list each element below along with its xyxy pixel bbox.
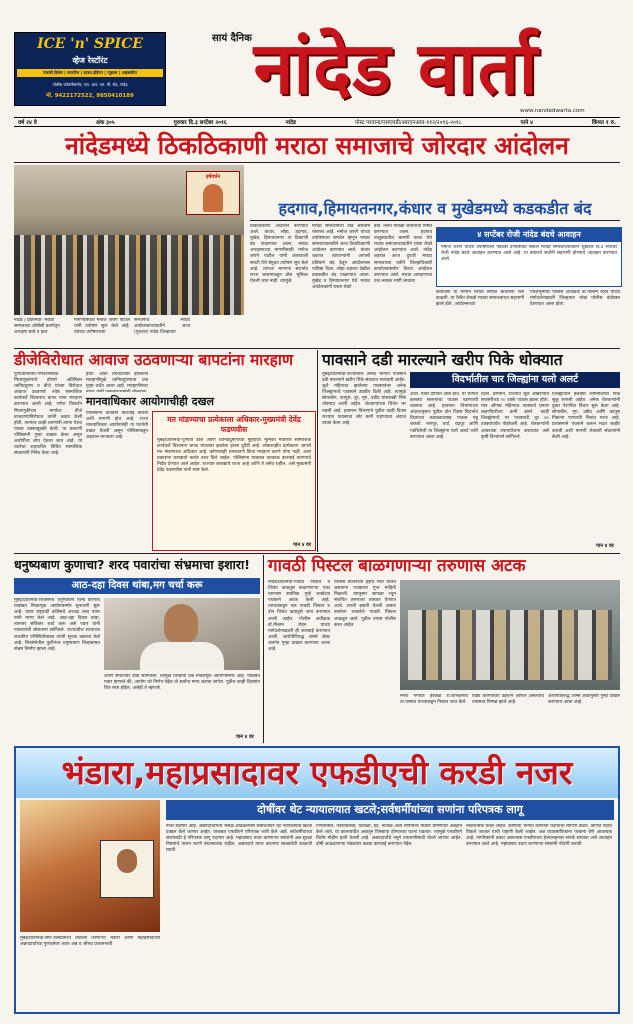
bandh-box-text: मनोज जरांगे यांच्या उपोषणाला पाठिंबा देण्यासाठी सकल मराठा समाजाच्यावतीने शुक्रवार दि.४ सप्टेंबर रोजी नांदेड बंदचे आवाहन करण्यात आले आहे. या बंदमध्ये सर्वांनी सहभागी होण्याचे आवाहन करण्यात आले. [441,245,617,263]
story5-col3: नगेश गंगाधर हरकळे रा.बाभळगाव ता.वसमत याच्याकडून पिस्टल जप्त केले. [400,694,468,706]
story1-photo [14,165,244,315]
story3-jump[interactable]: पान ४ वर [596,543,614,549]
inset-portrait [100,840,154,898]
ad-brand: ICE 'n' SPICE [37,36,143,52]
masthead-kicker: सायं दैनिक [212,33,252,44]
story5-headline[interactable]: गावठी पिस्टल बाळगणाऱ्या तरुणास अटक [268,556,526,576]
alert-col2: दिली. दरम्यान, राज्यात जुलै अखेरपर्यंत सरासरीच्या ९० टक्के पाऊस झाला होता. मात्र ऑगस्ट महिन्यात पावसाचे प्रमाण लक्षणीयरीत्या कमी झाले. काही जिल्ह्यांमध्ये तर पावसाची तूट ४० टक्क्यांपर्यंत पोहोचली आहे. शेतकऱ्यांनी आवश्यक उपाययोजना कराव्यात असे कृषी विभागाने सांगितले. [481,392,549,440]
story2-headline[interactable]: डीजेविरोधात आवाज उठवणाऱ्या बापटांना मारहाण [14,351,294,369]
portrait-body [140,642,224,670]
story1-subhead: हदगाव,हिमायतनगर,कंधार व मुखेडमध्ये कडकडीत बंद [278,199,592,218]
inset-portrait-face [117,849,137,873]
portrait-head [164,604,198,644]
dateline-city: नांदेड [285,120,296,126]
dateline-pages: पाने ४ [520,120,533,126]
story1-col2: मागण्यासाठी मनोज जरांगे पाटील यांनी उपोषण सुरू केले आहे. त्यांच्या उपोषणाच्या [74,318,130,336]
story1-col6: होते. तसेच यावेळी शासनाचा निषेध करण्यात आला. हदगाव तालुक्यातील बामणी फाटा येथे मराठा समाजाच्यावतीने रास्ता रोको आंदोलन करण्यात आले. नांदेड शहरात आज दुपारी मराठा समाजाच्या वतीने जिल्हाधिकारी कार्यालयासमोर ठिय्या आंदोलन करण्यात आले. मराठा आरक्षणाचा प्रश्न लवकर मार्गी लावावा [374,224,432,284]
masthead [0,0,633,120]
story1-col7: कार्यालय या मार्गाने मराठा समाज बांधवांनी रॅली काढली. या रॅलीत शेकडो मराठा समाजबांधव सहभागी झाले होते. आंदोलनाच्या [436,290,524,308]
story1-col8: पार्श्वभूमीवर पोलीस अधीक्षक डॉ.नीलाम रोहन यांच्या मार्गदर्शनाखाली जिल्हयात चोख पोलीस बंदोबस्त ठेवण्यात आला होता. [530,290,620,308]
ad-tagline: व्हेज रेस्टॉरंट [72,56,108,65]
ad-phones: मो. 9422172522, 9850410189 [46,93,134,99]
masthead-title: नांदेड वार्ता [253,26,539,110]
dateline-price: किंमत १ रु. [591,120,616,126]
story1-caption: नांदेड / प्रतिनिधी- मराठा समाजाला ओबीसी प्रवर्गातून आरक्षण द्यावे व इतर [14,318,60,335]
yellow-alert-head: विदर्भातील चार जिल्ह्यांना यलो अलर्ट [410,372,620,388]
ad-cuisines: पंजाबी डिशेस | चायनीज | साउथ इंडियन | न्यूडल्स | आइसक्रीम [17,69,163,77]
bandh-box-head: ४ सप्टेंबर रोजी नांदेड बंदचे आवाहन [437,228,621,242]
cm-quote-text: मुंबई/प्रतिनिधी-पुण्यात डीजे आणि ध्वनिप्रदूषणाच्या मुद्दयावर भूमिका मांडणारे सामाजिक कार्यकर्ते विश्वनाथ बापट यांच्यावर झालेला हल्ला दुर्दैवी आहे. लोकशाहीत प्रत्येकाला आपले मत मांडण्याचा अधिकार आहे. कोणालाही धमकावणे किंवा मारहाण करणे योग्य नाही. अशा प्रकारांना कायद्याने कठोर उत्तर दिले जाईल. पोलिसांना याबाबत तात्काळ कारवाई करण्याचे निर्देश देण्यात आले आहेत. राज्यात कायद्याचे राज्य आहे आणि ते तसेच राहील, असे मुख्यमंत्री देवेंद्र फडणवीस यांनी स्पष्ट केले. [157,438,311,474]
cm-quote-head: मत मांडण्याचा प्रत्येकाला अधिकार-मुख्यमंत्री देवेंद्र फडणवीस [167,415,301,434]
story6-caption: मुंबई/प्रतिनिधी-सण-उत्सवांमध्ये वाटल्या जाणाऱ्या भंडारा आणि महाप्रसादाच्या अन्नपदार्थांच्या गुणवत्तेवर आता अन्न व औषध प्रशासनाची [20,936,160,948]
story4-subhead: आठ-दहा दिवस थांबा,मग चर्चा करू [14,578,260,594]
story1-col4: ठिकठिकाणी आंदोलन करण्यात आले. कंधार, लोहा, हदगाव, मुखेड, हिमायतनगर या ठिकाणी बंद पाळण्यात आला. मराठा आरक्षणाच्या मागणीसाठी मनोज जरांगे पाटील यांनी अंतरवाली सराटी येथे बेमुदत उपोषण सुरु केले आहे. त्यांच्या मागण्या संदर्भात राज्य शासनाकडून ठोस भूमिका घेतली जात नाही. त्यामुळे [250,224,308,284]
story1-col5: मराठा समाजामध्ये तीव्र असंतोष पसरला आहे. मनोज जरांगे यांच्या उपोषणाला समर्थन म्हणून मराठा समाजाच्यावतीने आज ठिकठिकाणी आंदोलन करण्यात आले. कंधार शहरात व्यापाऱ्यांनी आपली प्रतिष्ठाने बंद ठेवून आंदोलनास पाठिंबा दिला. लोहा शहरात देखील कडकडीत बंद पाळण्यात आला. मुखेड व हिमायतनगर येथे मराठा आंदोलकांनी रास्ता रोको [312,224,370,290]
masthead-website[interactable]: www.nandedwarta.com [520,108,585,114]
story6-headline[interactable]: भंडारा,महाप्रसादावर एफडीएची करडी नजर [16,748,618,798]
rights-head: मानवाधिकार आयोगाचीही दखल [86,395,214,408]
story3-col1: मुंबई/प्रतिनिधी-राज्यातील अनेक भागात पावसाने दडी मारल्याने खरीप पिके संकटात सापडली आहेत. जुलै महिन्यात झालेल्या पावसानंतर अनेक जिल्ह्यांमध्ये पावसाने उघडीप दिली आहे. त्यामुळे सोयाबीन, कापूस, तूर, मूग, उडीद यांसारखी पिके धोक्यात आली आहेत. शेतकऱ्यांच्या चिंतेत भर पडली आहे. हवामान विभागाने पुढील काही दिवस राज्यात पावसाचा जोर कमी राहण्याचा अंदाज व्यक्त केला आहे. [322,372,406,426]
restaurant-ad[interactable] [14,32,166,106]
story5-col4: विक्री करण्याच्या उद्देशाने आणले असल्याचे तपासात निष्पन्न झाले आहे. [472,694,544,706]
bandh-box [436,227,622,287]
story3-headline[interactable]: पावसाने दडी मारल्याने खरीप पिके धोक्यात [322,351,563,369]
officers-row [408,610,612,680]
crowd-shape [14,235,244,315]
story4-col1: मुंबई/प्रतिनिधी-शिवसेनेचे धनुष्यबाण चिन्ह कोणाचे याबाबत निवडणूक आयोगासमोर सुनावणी सुरू आहे. यावर राष्ट्रवादी काँग्रेसचे अध्यक्ष शरद पवार यांनी भाष्य केले आहे. आठ-दहा दिवस थांबा, त्यानंतर सविस्तर चर्चा करू असे पवार यांनी पत्रकारांशी बोलताना सांगितले. राज्यातील सध्याच्या राजकीय परिस्थितीबाबत त्यांनी सूचक वक्तव्य केले आहे. शिवसेनेतील फुटीनंतर धनुष्यबाण चिन्हाबाबत संभ्रम निर्माण झाला आहे. [14,598,100,652]
inset-photo [186,171,240,215]
story2-col2: होता. आता त्यांच्याचवर झालेल्या मारहाणीमुळे ध्वनिप्रदूषणाचा प्रश्न पुन्हा चर्चेत आला आहे. मारहाणीनंतर [86,372,148,390]
dateline-postal: पोस्ट परवाना/एसएमडी/आरएनआय-११२/२०१६-२०१८ [354,120,462,126]
story1-col3: समर्थनार्थ मराठा आंदोलकांच्यावतीने आज (गुरुवार) नांदेड जिल्हयात [134,318,190,336]
story2-col1: पुणे/प्रतिनिधी-गणेशोत्सवात मिरवणुकांमध्ये होणारे अतिरिक्त ध्वनिप्रदूषण व डीजे यांच्या विरोधात आवाज उठवणारे ज्येष्ठ सामाजिक कार्यकर्ते विश्वनाथ बापट यांना मारहाण करण्यात आली आहे. गणेश विसर्जन मिरवणुकीच्या मार्गावर डीजे वाजवण्याविरोधात त्यांनी तक्रार केली होती. त्यानंतर काही तरुणांनी त्यांना घेराव घालत धक्काबुक्की केली. या प्रकरणी पोलिसांनी गुन्हा दाखल केला असून आरोपींचा शोध घेतला जात आहे. या घटनेचा शहरातील विविध सामाजिक संघटनांनी निषेध केला आहे. [14,372,82,457]
alert-col1: आले. यावर देण्यात आले होते. या भागात हलक्या स्वरूपाचा पाऊस पडण्याची शक्यता आहे. हवामान विभागाच्या अंदाजानुसार पुढील दोन दिवस विदर्भात विजांच्या कडकडाटासह पाऊस पडू शकतो. नागपूर, वर्धा, चंद्रपूर आणि गडचिरोली या जिल्ह्यांना यलो अलर्ट जारी करण्यात आला आहे. [410,392,478,440]
ad-address: पोलीस कॉलनीसमोर, एस. आर. एम. पी. रोड, नांदेड [52,82,128,87]
story4-col2: आणि संघटनेवर दावा सांगितला. त्यामुळे चिन्हाचा प्रश्न निवडणूक आयोगासमोर आहे. याबाबत पवार म्हणाले की, आयोग जो निर्णय घेईल तो सर्वांना मान्य करावा लागेल. पुढील काही दिवसांत चित्र स्पष्ट होईल, असेही ते म्हणाले. [104,674,260,692]
dateline-bar [14,117,620,127]
story2-jump[interactable]: पान ४ वर [293,542,311,548]
story1-headline[interactable]: नांदेडमध्ये ठिकठिकाणी मराठा समाजाचे जोरदार आंदोलन [65,131,569,160]
cm-quote-box [152,411,316,551]
prasad-photo [20,800,160,932]
story5-col2: पोलीस स्टेशनच्या हद्दीत गस्त घालत असताना पथकाला गुप्त माहिती मिळाली. त्यानुसार सापळा रचून संशयित तरुणाला ताब्यात घेण्यात आले. त्याची झडती घेतली असता कमरेला लावलेले गावठी पिस्टल आढळून आले. पुढील तपास पोलीस करत आहेत. [334,580,396,628]
story5-col1: नांदेड/प्रतिनिधी-गावठी पिस्टल व जिवंत काडतूस बाळगणाऱ्या एका तरुणास स्थानिक गुन्हे शाखेच्या पथकाने अटक केली आहे. त्याच्याकडून एक गावठी पिस्टल व दोन जिवंत काडतुसे जप्त करण्यात आली आहेत. पोलीस अधीक्षक डॉ.नीलाम रोहन यांच्या मार्गदर्शनाखाली ही कारवाई करण्यात आली. आरोपीविरुद्ध आर्म्स ॲक्ट अंतर्गत गुन्हा दाखल करण्यात आला आहे. [268,580,330,653]
dateline-issue: अंक ३०५ [95,120,115,126]
story4-jump[interactable]: पान ४ वर [236,734,254,740]
story6-frame [14,746,620,1014]
inset-label: हर्षवर्धन [205,174,221,180]
dateline-date: गुरुवार दि.३ सप्टेंबर २०१६ [173,120,227,126]
alert-col3: जिल्ह्यातील हलक्या जमिनीवरील पिके सुकू लागली आहेत. अनेक शेतकऱ्यांनी दुबार पेरणीचा विचार सुरू केला आहे. सोयाबीन, मूग, उडीद आणि कापूस पिकांना पाण्याची नितांत गरज आहे. प्रशासनाने पंचनामे करून मदत जाहीर करावी अशी मागणी शेतकरी संघटनांनी केली आहे. [552,392,620,440]
story6-col2: गणेशोत्सव, नवरात्रोत्सव, दिवाळी, ईद, नाताळ अशा सणांमध्ये मोठ्या प्रमाणावर अन्नदान केले जाते. या कालावधीत अन्नातून विषबाधा होण्याच्या घटना घडतात. त्यामुळे एफडीएने विशेष मोहीम हाती घेतली आहे. अन्नपदार्थांचे नमुने तपासणीसाठी घेतले जाणार आहेत. दोषी आढळणाऱ्या मंडळांवर कडक कारवाई करण्यात येईल. [316,824,462,848]
story6-subhead: दोषींवर थेट न्यायालयात खटले;सर्वधर्मीयांच्या सणांना परिपत्रक लागू [166,800,614,820]
inset-figure [203,184,223,212]
arrest-photo [400,580,620,690]
story5-col5: आरोपीविरुद्ध आर्म्स ॲक्टनुसार गुन्हा दाखल करण्यात आला आहे. [548,694,620,706]
rights-text: पोलिसांनी तातडीने कारवाई करावी अशी मागणी होत आहे. राज्य मानवाधिकार आयोगानेही या घटनेची दखल घेतली असून पोलिसांकडून अहवाल मागवला आहे. [86,411,148,441]
sharad-pawar-photo [104,598,260,670]
dateline-year: वर्ष २४ वे [18,120,37,126]
story4-headline[interactable]: धनुष्यबाण कुणाचा? शरद पवारांचा संभ्रमाचा इशारा! [14,557,250,572]
story6-col1: नजर राहणार आहे. अन्नपदार्थांमध्ये भेसळ आढळल्यास संबंधितांवर थेट न्यायालयात खटले दाखल केले जाणार आहेत. याबाबत एफडीएने परिपत्रक जारी केले आहे. सर्वधर्मीयांच्या सणांसाठी हे परिपत्रक लागू राहणार आहे. महाप्रसाद तयार करणाऱ्या संस्थांनी अन्न सुरक्षा नियमांचे पालन करणे बंधनकारक राहील. अन्नपदार्थ तयार करताना स्वच्छतेची काळजी घ्यावी. [166,824,312,854]
story6-col3: नकारात्मक घेतले आहेत. कोणत्या भागात कोणत्या पदार्थांची मागणी वाढते, कोणते पदार्थ विकले जातात याची पाहणी केली जाईल. अन्न व्यावसायिकांना परवाना घेणे आवश्यक आहे. नागरिकांनी तक्रार असल्यास एफडीएच्या हेल्पलाइनवर संपर्क साधावा असे आवाहन करण्यात आले आहे. महाप्रसाद वाटप करणाऱ्या संस्थांनी नोंदणी करावी. [466,824,612,848]
